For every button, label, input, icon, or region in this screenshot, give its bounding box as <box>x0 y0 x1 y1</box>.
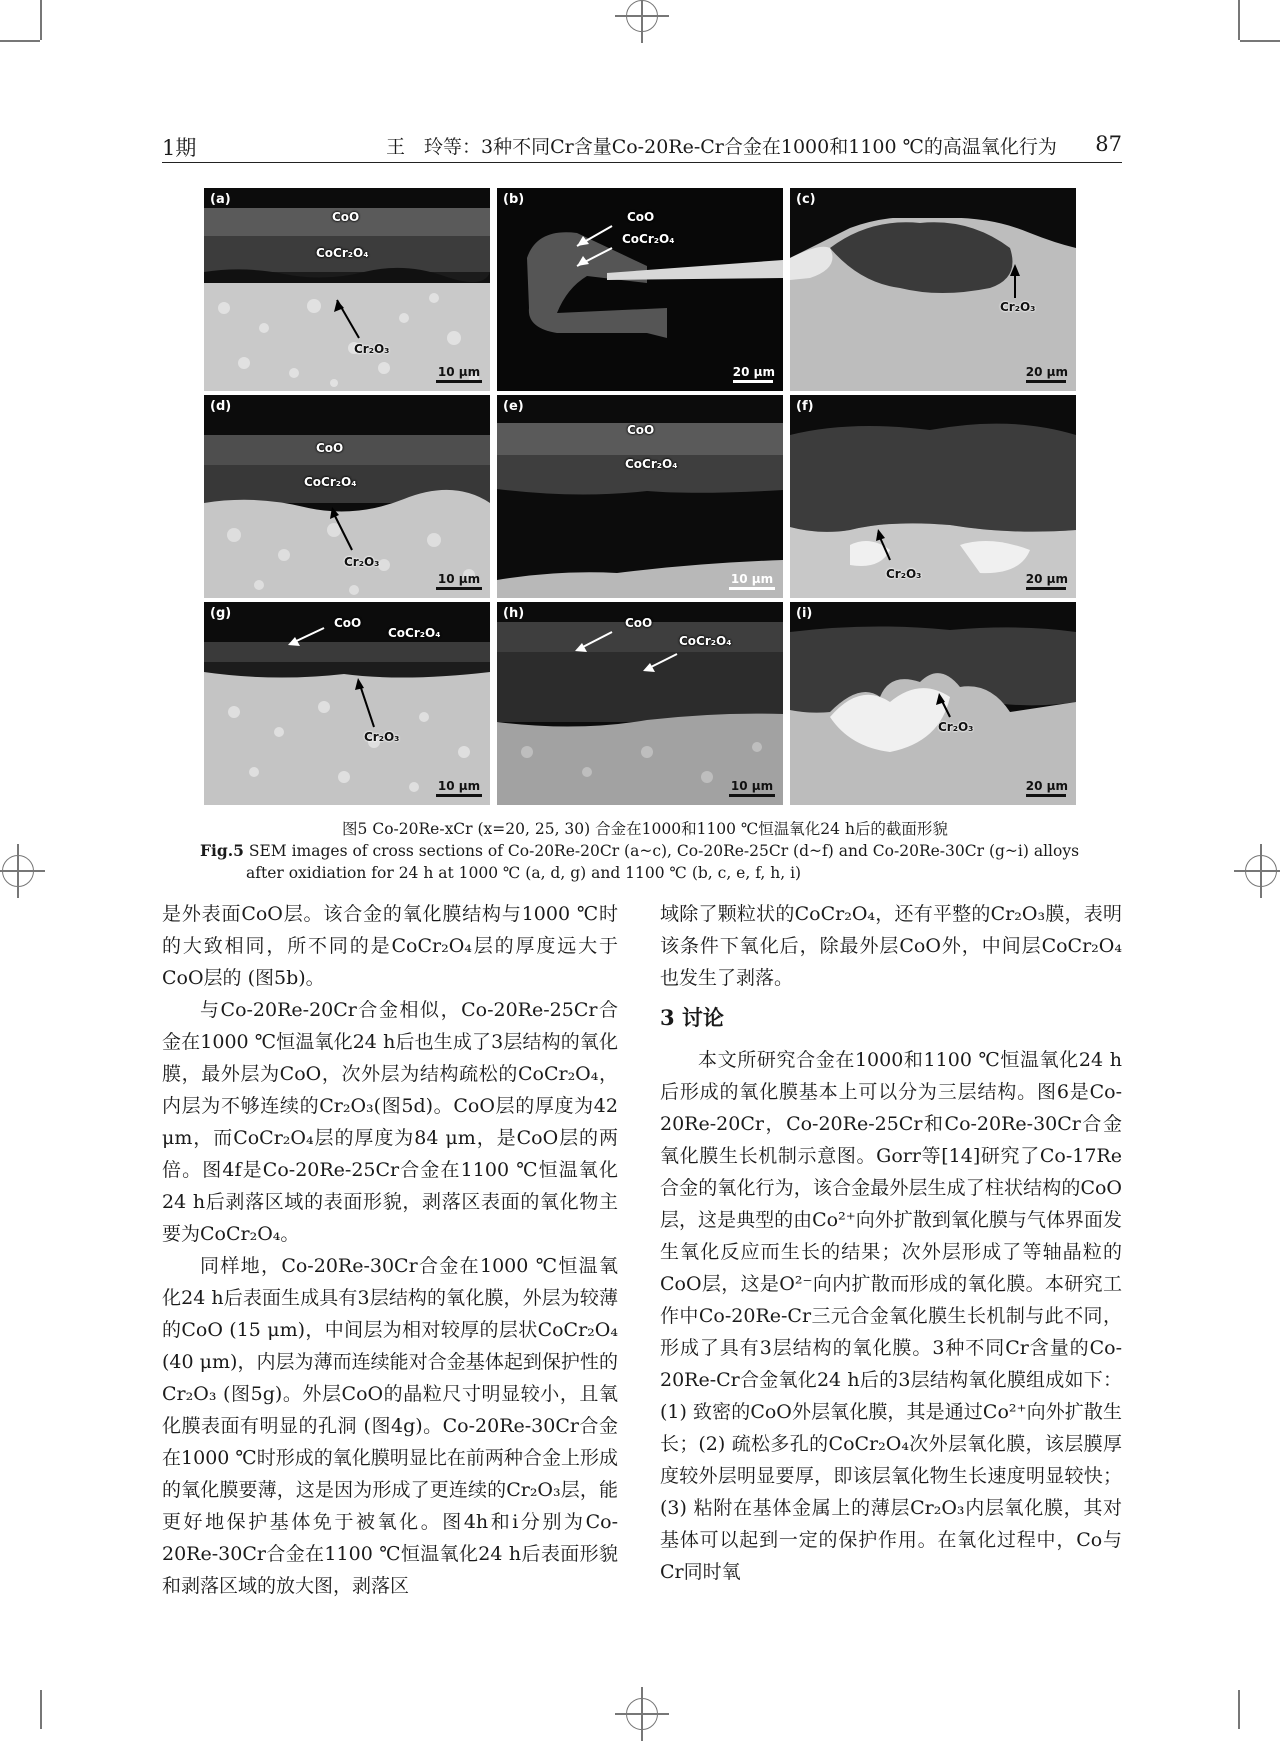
label-cocr2o4: CoCr₂O₄ <box>622 232 675 246</box>
sem-panel-d <box>204 395 490 598</box>
scale-label: 20 μm <box>732 365 775 379</box>
scale-label: 10 μm <box>437 779 481 793</box>
scale-label: 20 μm <box>1025 572 1068 586</box>
label-cr2o3: Cr₂O₃ <box>354 342 390 356</box>
label-cocr2o4: CoCr₂O₄ <box>388 626 441 640</box>
paragraph: 同样地，Co-20Re-30Cr合金在1000 ℃恒温氧化24 h后表面生成具有3层结构的氧化膜，外层为较薄的CoO (15 μm)，中间层为相对较厚的层状CoCr₂O₄ (40 μm)，内层为薄而连续能对合金基体起到保护性的Cr₂O₃ (图5g)。外层CoO的晶粒尺寸明显较小，且氧化膜表面有明显的孔洞 (图4g)。Co-20Re-30Cr合金在1000 ℃时形成的氧化膜明显比在前两种合金上形成的氧化膜要薄，这是因为形成了更连续的Cr₂O₃层，能更好地保护基体免于被氧化。图4h和i分别为Co-20Re-30Cr合金在1100 ℃恒温氧化24 h后表面形貌和剥落区域的放大图，剥落区 <box>162 1255 618 1597</box>
scale-bar <box>1026 572 1068 590</box>
issue-label: 1期 <box>162 136 197 160</box>
crop-mark <box>40 0 42 40</box>
panel-id: (g) <box>210 606 232 621</box>
sem-panel-c <box>790 188 1076 391</box>
sem-figure <box>204 188 1076 808</box>
sem-panel-a <box>204 188 490 391</box>
label-coo: CoO <box>627 423 655 437</box>
scale-label: 10 μm <box>730 779 774 793</box>
label-coo: CoO <box>625 616 653 630</box>
panel-id: (e) <box>503 399 524 414</box>
panel-id: (c) <box>796 192 816 207</box>
paragraph: 域除了颗粒状的CoCr₂O₄，还有平整的Cr₂O₃膜，表明该条件下氧化后，除最外层CoO外，中间层CoCr₂O₄也发生了剥落。 <box>660 903 1122 989</box>
crop-mark <box>0 40 40 42</box>
label-coo: CoO <box>332 210 360 224</box>
scale-label: 20 μm <box>1025 365 1068 379</box>
sem-panel-b <box>497 188 783 391</box>
panel-id: (h) <box>503 606 525 621</box>
scale-bar <box>729 779 775 797</box>
sem-panel-i <box>790 602 1076 805</box>
label-cocr2o4: CoCr₂O₄ <box>316 246 369 260</box>
label-cr2o3: Cr₂O₃ <box>886 567 922 581</box>
label-cr2o3: Cr₂O₃ <box>364 730 400 744</box>
crop-mark <box>40 1690 42 1729</box>
scale-label: 10 μm <box>437 365 481 379</box>
right-column <box>660 898 1122 1588</box>
sem-panel-h <box>497 602 783 805</box>
running-title: 王 玲等：3种不同Cr含量Co-20Re-Cr合金在1000和1100 ℃的高温氧化行为 <box>386 136 1057 158</box>
running-header <box>162 128 1122 163</box>
paragraph: 与Co-20Re-20Cr合金相似，Co-20Re-25Cr合金在1000 ℃恒温氧化24 h后也生成了3层结构的氧化膜，最外层为CoO，次外层为结构疏松的CoCr₂O₄，内层为不够连续的Cr₂O₃(图5d)。CoO层的厚度为42 μm，而CoCr₂O₄层的厚度为84 μm，是CoO层的两倍。图4f是Co-20Re-25Cr合金在1100 ℃恒温氧化24 h后剥落区域的表面形貌，剥落区表面的氧化物主要为CoCr₂O₄。 <box>162 999 618 1245</box>
label-coo: CoO <box>627 210 655 224</box>
paragraph: 本文所研究合金在1000和1100 ℃恒温氧化24 h后形成的氧化膜基本上可以分为三层结构。图6是Co-20Re-20Cr，Co-20Re-25Cr和Co-20Re-30Cr合金氧化膜生长机制示意图。Gorr等[14]研究了Co-17Re合金的氧化行为，该合金最外层生成了柱状结构的CoO层，这是典型的由Co²⁺向外扩散到氧化膜与气体界面发生氧化反应而生长的结果；次外层形成了等轴晶粒的CoO层，这是O²⁻向内扩散而形成的氧化膜。本研究工作中Co-20Re-Cr三元合金氧化膜生长机制与此不同，形成了具有3层结构的氧化膜。3种不同Cr含量的Co-20Re-Cr合金氧化24 h后的3层结构氧化膜组成如下：(1) 致密的CoO外层氧化膜，其是通过Co²⁺向外扩散生长；(2) 疏松多孔的CoCr₂O₄次外层氧化膜，该层膜厚度较外层明显要厚，即该层氧化物生长速度明显较快；(3) 粘附在基体金属上的薄层Cr₂O₃内层氧化膜，其对基体可以起到一定的保护作用。在氧化过程中，Co与Cr同时氧 <box>660 1049 1122 1583</box>
sem-panel-f <box>790 395 1076 598</box>
sem-panel-g <box>204 602 490 805</box>
registration-mark <box>626 0 658 32</box>
page-number: 87 <box>1095 132 1122 156</box>
caption-english <box>200 840 1090 884</box>
label-cocr2o4: CoCr₂O₄ <box>679 634 732 648</box>
caption-text: SEM images of cross sections of Co-20Re-20Cr (a~c), Co-20Re-25Cr (d~f) and Co-20Re-30Cr (g~i) alloys after oxidiation for 24 h at 1000 ℃ (a, d, g) and 1100 ℃ (b, c, e, f, h, i) <box>246 842 1080 882</box>
scale-bar <box>436 365 482 383</box>
scale-label: 20 μm <box>1025 779 1068 793</box>
scale-bar <box>1026 365 1068 383</box>
figure-caption <box>200 818 1090 884</box>
label-cocr2o4: CoCr₂O₄ <box>304 475 357 489</box>
crop-mark <box>1238 0 1240 40</box>
label-cr2o3: Cr₂O₃ <box>938 720 974 734</box>
panel-id: (d) <box>210 399 232 414</box>
label-cr2o3: Cr₂O₃ <box>1000 300 1036 314</box>
panel-id: (i) <box>796 606 813 621</box>
left-column <box>162 898 618 1602</box>
scale-bar <box>1026 779 1068 797</box>
registration-mark <box>1245 855 1277 887</box>
section-heading: 3 讨论 <box>660 1005 724 1030</box>
scale-bar <box>436 779 482 797</box>
panel-id: (b) <box>503 192 525 207</box>
caption-label: Fig.5 <box>200 841 244 860</box>
caption-chinese: 图5 Co-20Re-xCr (x=20, 25, 30) 合金在1000和1100 ℃恒温氧化24 h后的截面形貌 <box>342 820 948 838</box>
scale-bar <box>733 365 775 383</box>
panel-id: (a) <box>210 192 231 207</box>
scale-bar <box>729 572 775 590</box>
paragraph: 是外表面CoO层。该合金的氧化膜结构与1000 ℃时的大致相同，所不同的是CoCr₂O₄层的厚度远大于CoO层的 (图5b)。 <box>162 903 618 989</box>
crop-mark <box>1238 1690 1240 1729</box>
label-cocr2o4: CoCr₂O₄ <box>625 457 678 471</box>
panel-id: (f) <box>796 399 814 414</box>
sem-panel-e <box>497 395 783 598</box>
label-coo: CoO <box>316 441 344 455</box>
crop-mark <box>1240 40 1280 42</box>
label-coo: CoO <box>334 616 362 630</box>
label-cr2o3: Cr₂O₃ <box>344 555 380 569</box>
registration-mark <box>626 1698 658 1730</box>
registration-mark <box>2 855 34 887</box>
scale-label: 10 μm <box>730 572 774 586</box>
scale-bar <box>436 572 482 590</box>
scale-label: 10 μm <box>437 572 481 586</box>
